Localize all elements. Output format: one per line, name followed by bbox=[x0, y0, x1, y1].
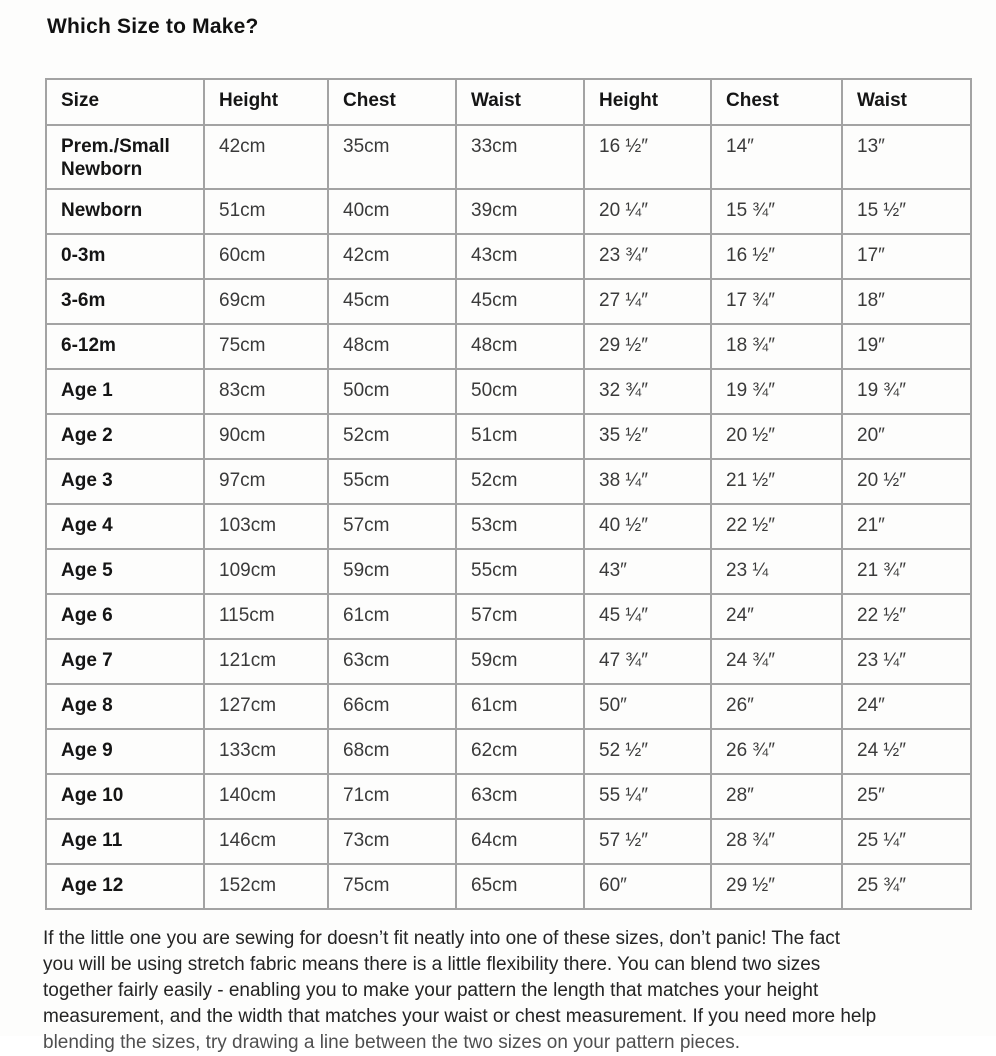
cell-size: Age 1 bbox=[46, 369, 204, 414]
cell-chest-in: 26″ bbox=[711, 684, 842, 729]
cell-chest-cm: 52cm bbox=[328, 414, 456, 459]
cell-height-cm: 127cm bbox=[204, 684, 328, 729]
cell-chest-cm: 75cm bbox=[328, 864, 456, 909]
cell-size: Age 3 bbox=[46, 459, 204, 504]
cell-height-cm: 103cm bbox=[204, 504, 328, 549]
table-row bbox=[46, 189, 971, 234]
cell-chest-cm: 40cm bbox=[328, 189, 456, 234]
cell-chest-cm: 55cm bbox=[328, 459, 456, 504]
cell-waist-in: 23 ¼″ bbox=[842, 639, 971, 684]
cell-size: Age 10 bbox=[46, 774, 204, 819]
cell-chest-cm: 73cm bbox=[328, 819, 456, 864]
cell-height-in: 32 ¾″ bbox=[584, 369, 711, 414]
cell-waist-in: 19″ bbox=[842, 324, 971, 369]
cell-size: 6-12m bbox=[46, 324, 204, 369]
cell-size: Prem./Small Newborn bbox=[46, 125, 204, 189]
cell-chest-in: 21 ½″ bbox=[711, 459, 842, 504]
cell-size: 3-6m bbox=[46, 279, 204, 324]
cell-chest-in: 15 ¾″ bbox=[711, 189, 842, 234]
column-header-waist-cm: Waist bbox=[456, 79, 584, 125]
cell-waist-cm: 48cm bbox=[456, 324, 584, 369]
cell-height-cm: 90cm bbox=[204, 414, 328, 459]
cell-chest-in: 16 ½″ bbox=[711, 234, 842, 279]
cell-size: Age 5 bbox=[46, 549, 204, 594]
table-row bbox=[46, 819, 971, 864]
table-row bbox=[46, 369, 971, 414]
cell-chest-in: 19 ¾″ bbox=[711, 369, 842, 414]
cell-waist-in: 17″ bbox=[842, 234, 971, 279]
cell-height-in: 55 ¼″ bbox=[584, 774, 711, 819]
cell-height-cm: 152cm bbox=[204, 864, 328, 909]
cell-height-in: 27 ¼″ bbox=[584, 279, 711, 324]
cell-height-cm: 83cm bbox=[204, 369, 328, 414]
cell-chest-cm: 63cm bbox=[328, 639, 456, 684]
cell-height-in: 43″ bbox=[584, 549, 711, 594]
cell-height-cm: 75cm bbox=[204, 324, 328, 369]
cell-chest-in: 20 ½″ bbox=[711, 414, 842, 459]
column-header-height-cm: Height bbox=[204, 79, 328, 125]
paragraph-line: If the little one you are sewing for doesn’t fit neatly into one of these sizes, don’t panic! The fact bbox=[43, 928, 841, 949]
cell-waist-cm: 57cm bbox=[456, 594, 584, 639]
cell-chest-in: 17 ¾″ bbox=[711, 279, 842, 324]
cell-size: Age 2 bbox=[46, 414, 204, 459]
cell-waist-cm: 39cm bbox=[456, 189, 584, 234]
cell-waist-in: 21″ bbox=[842, 504, 971, 549]
cell-chest-cm: 35cm bbox=[328, 125, 456, 189]
cell-waist-in: 25 ¼″ bbox=[842, 819, 971, 864]
column-header-height-in: Height bbox=[584, 79, 711, 125]
cell-waist-cm: 59cm bbox=[456, 639, 584, 684]
cell-chest-in: 24″ bbox=[711, 594, 842, 639]
cell-waist-in: 24″ bbox=[842, 684, 971, 729]
cell-chest-cm: 57cm bbox=[328, 504, 456, 549]
cell-height-in: 52 ½″ bbox=[584, 729, 711, 774]
table-row bbox=[46, 864, 971, 909]
table-row bbox=[46, 324, 971, 369]
cell-chest-cm: 61cm bbox=[328, 594, 456, 639]
cell-waist-cm: 61cm bbox=[456, 684, 584, 729]
table-row bbox=[46, 594, 971, 639]
cell-waist-cm: 52cm bbox=[456, 459, 584, 504]
cell-height-in: 20 ¼″ bbox=[584, 189, 711, 234]
table-row bbox=[46, 684, 971, 729]
cell-waist-in: 22 ½″ bbox=[842, 594, 971, 639]
cell-height-in: 29 ½″ bbox=[584, 324, 711, 369]
cell-waist-cm: 63cm bbox=[456, 774, 584, 819]
cell-height-in: 47 ¾″ bbox=[584, 639, 711, 684]
cell-waist-in: 19 ¾″ bbox=[842, 369, 971, 414]
table-row bbox=[46, 234, 971, 279]
cell-waist-cm: 33cm bbox=[456, 125, 584, 189]
cell-height-cm: 146cm bbox=[204, 819, 328, 864]
cell-height-in: 23 ¾″ bbox=[584, 234, 711, 279]
cell-chest-in: 24 ¾″ bbox=[711, 639, 842, 684]
table-row bbox=[46, 125, 971, 189]
paragraph-line: you will be using stretch fabric means there is a little flexibility there. You can blend two sizes bbox=[43, 954, 821, 975]
paragraph-line: measurement, and the width that matches your waist or chest measurement. If you need more help bbox=[43, 1006, 877, 1027]
cell-chest-cm: 42cm bbox=[328, 234, 456, 279]
table-row bbox=[46, 729, 971, 774]
cell-height-in: 45 ¼″ bbox=[584, 594, 711, 639]
cell-waist-cm: 50cm bbox=[456, 369, 584, 414]
cell-chest-cm: 68cm bbox=[328, 729, 456, 774]
cell-chest-in: 23 ¼ bbox=[711, 549, 842, 594]
cell-waist-cm: 62cm bbox=[456, 729, 584, 774]
cell-chest-in: 29 ½″ bbox=[711, 864, 842, 909]
cell-waist-in: 21 ¾″ bbox=[842, 549, 971, 594]
cell-height-cm: 97cm bbox=[204, 459, 328, 504]
cell-waist-cm: 55cm bbox=[456, 549, 584, 594]
cell-chest-cm: 45cm bbox=[328, 279, 456, 324]
cell-size: Newborn bbox=[46, 189, 204, 234]
paragraph-line: together fairly easily - enabling you to make your pattern the length that matches your height bbox=[43, 980, 819, 1001]
paragraph-line-cutoff: blending the sizes, try drawing a line between the two sizes on your pattern pieces. bbox=[43, 1032, 741, 1053]
cell-height-cm: 69cm bbox=[204, 279, 328, 324]
table-row bbox=[46, 459, 971, 504]
cell-height-in: 50″ bbox=[584, 684, 711, 729]
column-header-waist-in: Waist bbox=[842, 79, 971, 125]
cell-chest-cm: 50cm bbox=[328, 369, 456, 414]
cell-size: Age 11 bbox=[46, 819, 204, 864]
column-header-size: Size bbox=[46, 79, 204, 125]
cell-height-in: 60″ bbox=[584, 864, 711, 909]
cell-height-cm: 133cm bbox=[204, 729, 328, 774]
cell-chest-in: 28 ¾″ bbox=[711, 819, 842, 864]
column-header-chest-cm: Chest bbox=[328, 79, 456, 125]
cell-height-cm: 121cm bbox=[204, 639, 328, 684]
cell-waist-cm: 51cm bbox=[456, 414, 584, 459]
cell-height-cm: 51cm bbox=[204, 189, 328, 234]
cell-waist-in: 13″ bbox=[842, 125, 971, 189]
cell-height-cm: 60cm bbox=[204, 234, 328, 279]
cell-chest-cm: 71cm bbox=[328, 774, 456, 819]
cell-chest-in: 18 ¾″ bbox=[711, 324, 842, 369]
cell-size: Age 6 bbox=[46, 594, 204, 639]
cell-height-in: 38 ¼″ bbox=[584, 459, 711, 504]
cell-waist-cm: 64cm bbox=[456, 819, 584, 864]
cell-waist-cm: 53cm bbox=[456, 504, 584, 549]
cell-waist-cm: 43cm bbox=[456, 234, 584, 279]
size-chart-table bbox=[45, 78, 972, 910]
cell-chest-in: 22 ½″ bbox=[711, 504, 842, 549]
size-table-body bbox=[46, 125, 971, 909]
table-row bbox=[46, 414, 971, 459]
cell-size: Age 8 bbox=[46, 684, 204, 729]
cell-height-in: 16 ½″ bbox=[584, 125, 711, 189]
cell-size: Age 9 bbox=[46, 729, 204, 774]
cell-height-cm: 42cm bbox=[204, 125, 328, 189]
cell-waist-in: 15 ½″ bbox=[842, 189, 971, 234]
cell-chest-cm: 48cm bbox=[328, 324, 456, 369]
table-header-row bbox=[46, 79, 971, 125]
cell-height-cm: 109cm bbox=[204, 549, 328, 594]
cell-chest-in: 28″ bbox=[711, 774, 842, 819]
cell-chest-cm: 66cm bbox=[328, 684, 456, 729]
cell-chest-in: 14″ bbox=[711, 125, 842, 189]
cell-waist-in: 25″ bbox=[842, 774, 971, 819]
cell-size: Age 12 bbox=[46, 864, 204, 909]
cell-height-in: 40 ½″ bbox=[584, 504, 711, 549]
table-row bbox=[46, 279, 971, 324]
page-title: Which Size to Make? bbox=[47, 15, 259, 38]
cell-waist-cm: 45cm bbox=[456, 279, 584, 324]
cell-height-cm: 115cm bbox=[204, 594, 328, 639]
column-header-chest-in: Chest bbox=[711, 79, 842, 125]
cell-waist-in: 20 ½″ bbox=[842, 459, 971, 504]
cell-size: Age 4 bbox=[46, 504, 204, 549]
cell-waist-in: 24 ½″ bbox=[842, 729, 971, 774]
table-row bbox=[46, 504, 971, 549]
cell-size: 0-3m bbox=[46, 234, 204, 279]
cell-chest-in: 26 ¾″ bbox=[711, 729, 842, 774]
cell-size: Age 7 bbox=[46, 639, 204, 684]
cell-waist-in: 20″ bbox=[842, 414, 971, 459]
cell-waist-in: 25 ¾″ bbox=[842, 864, 971, 909]
footer-paragraph bbox=[43, 926, 993, 1053]
cell-waist-cm: 65cm bbox=[456, 864, 584, 909]
table-row bbox=[46, 549, 971, 594]
cell-chest-cm: 59cm bbox=[328, 549, 456, 594]
cell-waist-in: 18″ bbox=[842, 279, 971, 324]
table-row bbox=[46, 639, 971, 684]
cell-height-cm: 140cm bbox=[204, 774, 328, 819]
cell-height-in: 35 ½″ bbox=[584, 414, 711, 459]
table-row bbox=[46, 774, 971, 819]
cell-height-in: 57 ½″ bbox=[584, 819, 711, 864]
